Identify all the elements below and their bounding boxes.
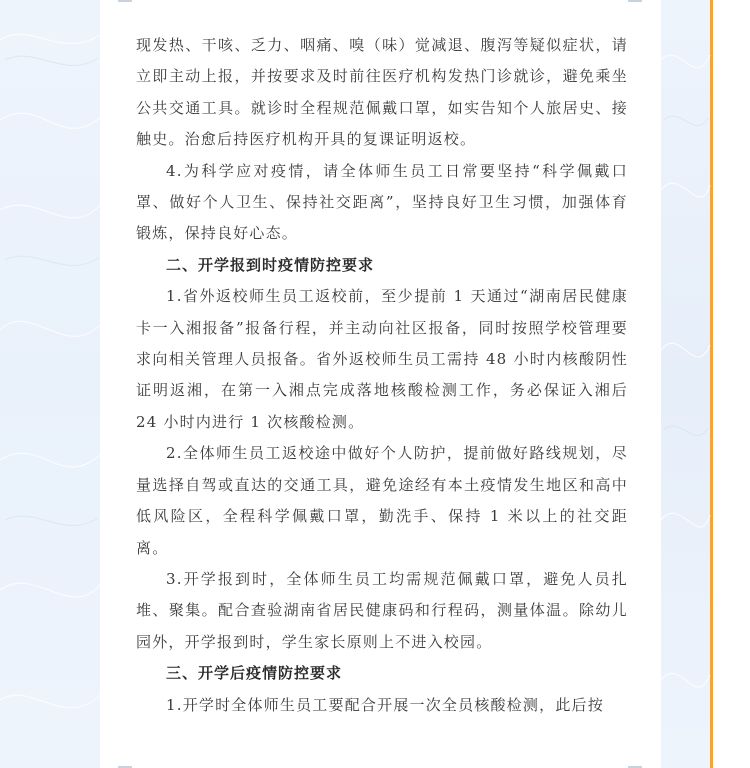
corner-mark-top-left bbox=[118, 0, 132, 2]
paragraph-symptom-report: 现发热、干咳、乏力、咽痛、嗅（味）觉减退、腹泻等疑似症状，请立即主动上报，并按要求及时前往医疗机构发热门诊就诊，避免乘坐公共交通工具。就诊时全程规范佩戴口罩，如实告知个人旅居史、接触史。治愈后持医疗机构开具的复课证明返校。 bbox=[136, 36, 628, 149]
paragraph-item-4: 4.为科学应对疫情，请全体师生员工日常要坚持“科学佩戴口罩、做好个人卫生、保持社交距离”，坚持良好卫生习惯，加强体育锻炼，保持良好心态。 bbox=[136, 161, 628, 243]
paragraph-section2-item-1: 1.省外返校师生员工返校前，至少提前 1 天通过“湖南居民健康卡一入湘报备”报备行程，并主动向社区报备，同时按照学校管理要求向相关管理人员报备。省外返校师生员工需持 48 小时内核酸阴性证明返湘，在第一入湘点完成落地核酸检测工作，务必保证入湘后 24 小时内进行 1 次核酸检测。 bbox=[136, 287, 628, 431]
left-decorative-panel bbox=[0, 0, 100, 768]
right-decorative-panel bbox=[661, 0, 710, 768]
section-heading-2: 二、开学报到时疫情防控要求 bbox=[166, 255, 375, 274]
section-heading-3: 三、开学后疫情防控要求 bbox=[166, 664, 343, 683]
paragraph-section2-item-3: 3.开学报到时，全体师生员工均需规范佩戴口罩，避免人员扎堆、聚集。配合查验湖南省居民健康码和行程码，测量体温。除幼儿园外，开学报到时，学生家长原则上不进入校园。 bbox=[136, 569, 628, 651]
paragraph-section2-item-2: 2.全体师生员工返校途中做好个人防护，提前做好路线规划，尽量选择自驾或直达的交通工具，避免途经有本土疫情发生地区和高中低风险区，全程科学佩戴口罩，勤洗手、保持 1 米以上的社交距离。 bbox=[136, 444, 628, 557]
orange-border-rule bbox=[710, 0, 713, 768]
paragraph-section3-item-1: 1.开学时全体师生员工要配合开展一次全员核酸检测，此后按 bbox=[166, 695, 604, 714]
document-body bbox=[136, 30, 628, 721]
corner-mark-top-right bbox=[628, 0, 642, 2]
